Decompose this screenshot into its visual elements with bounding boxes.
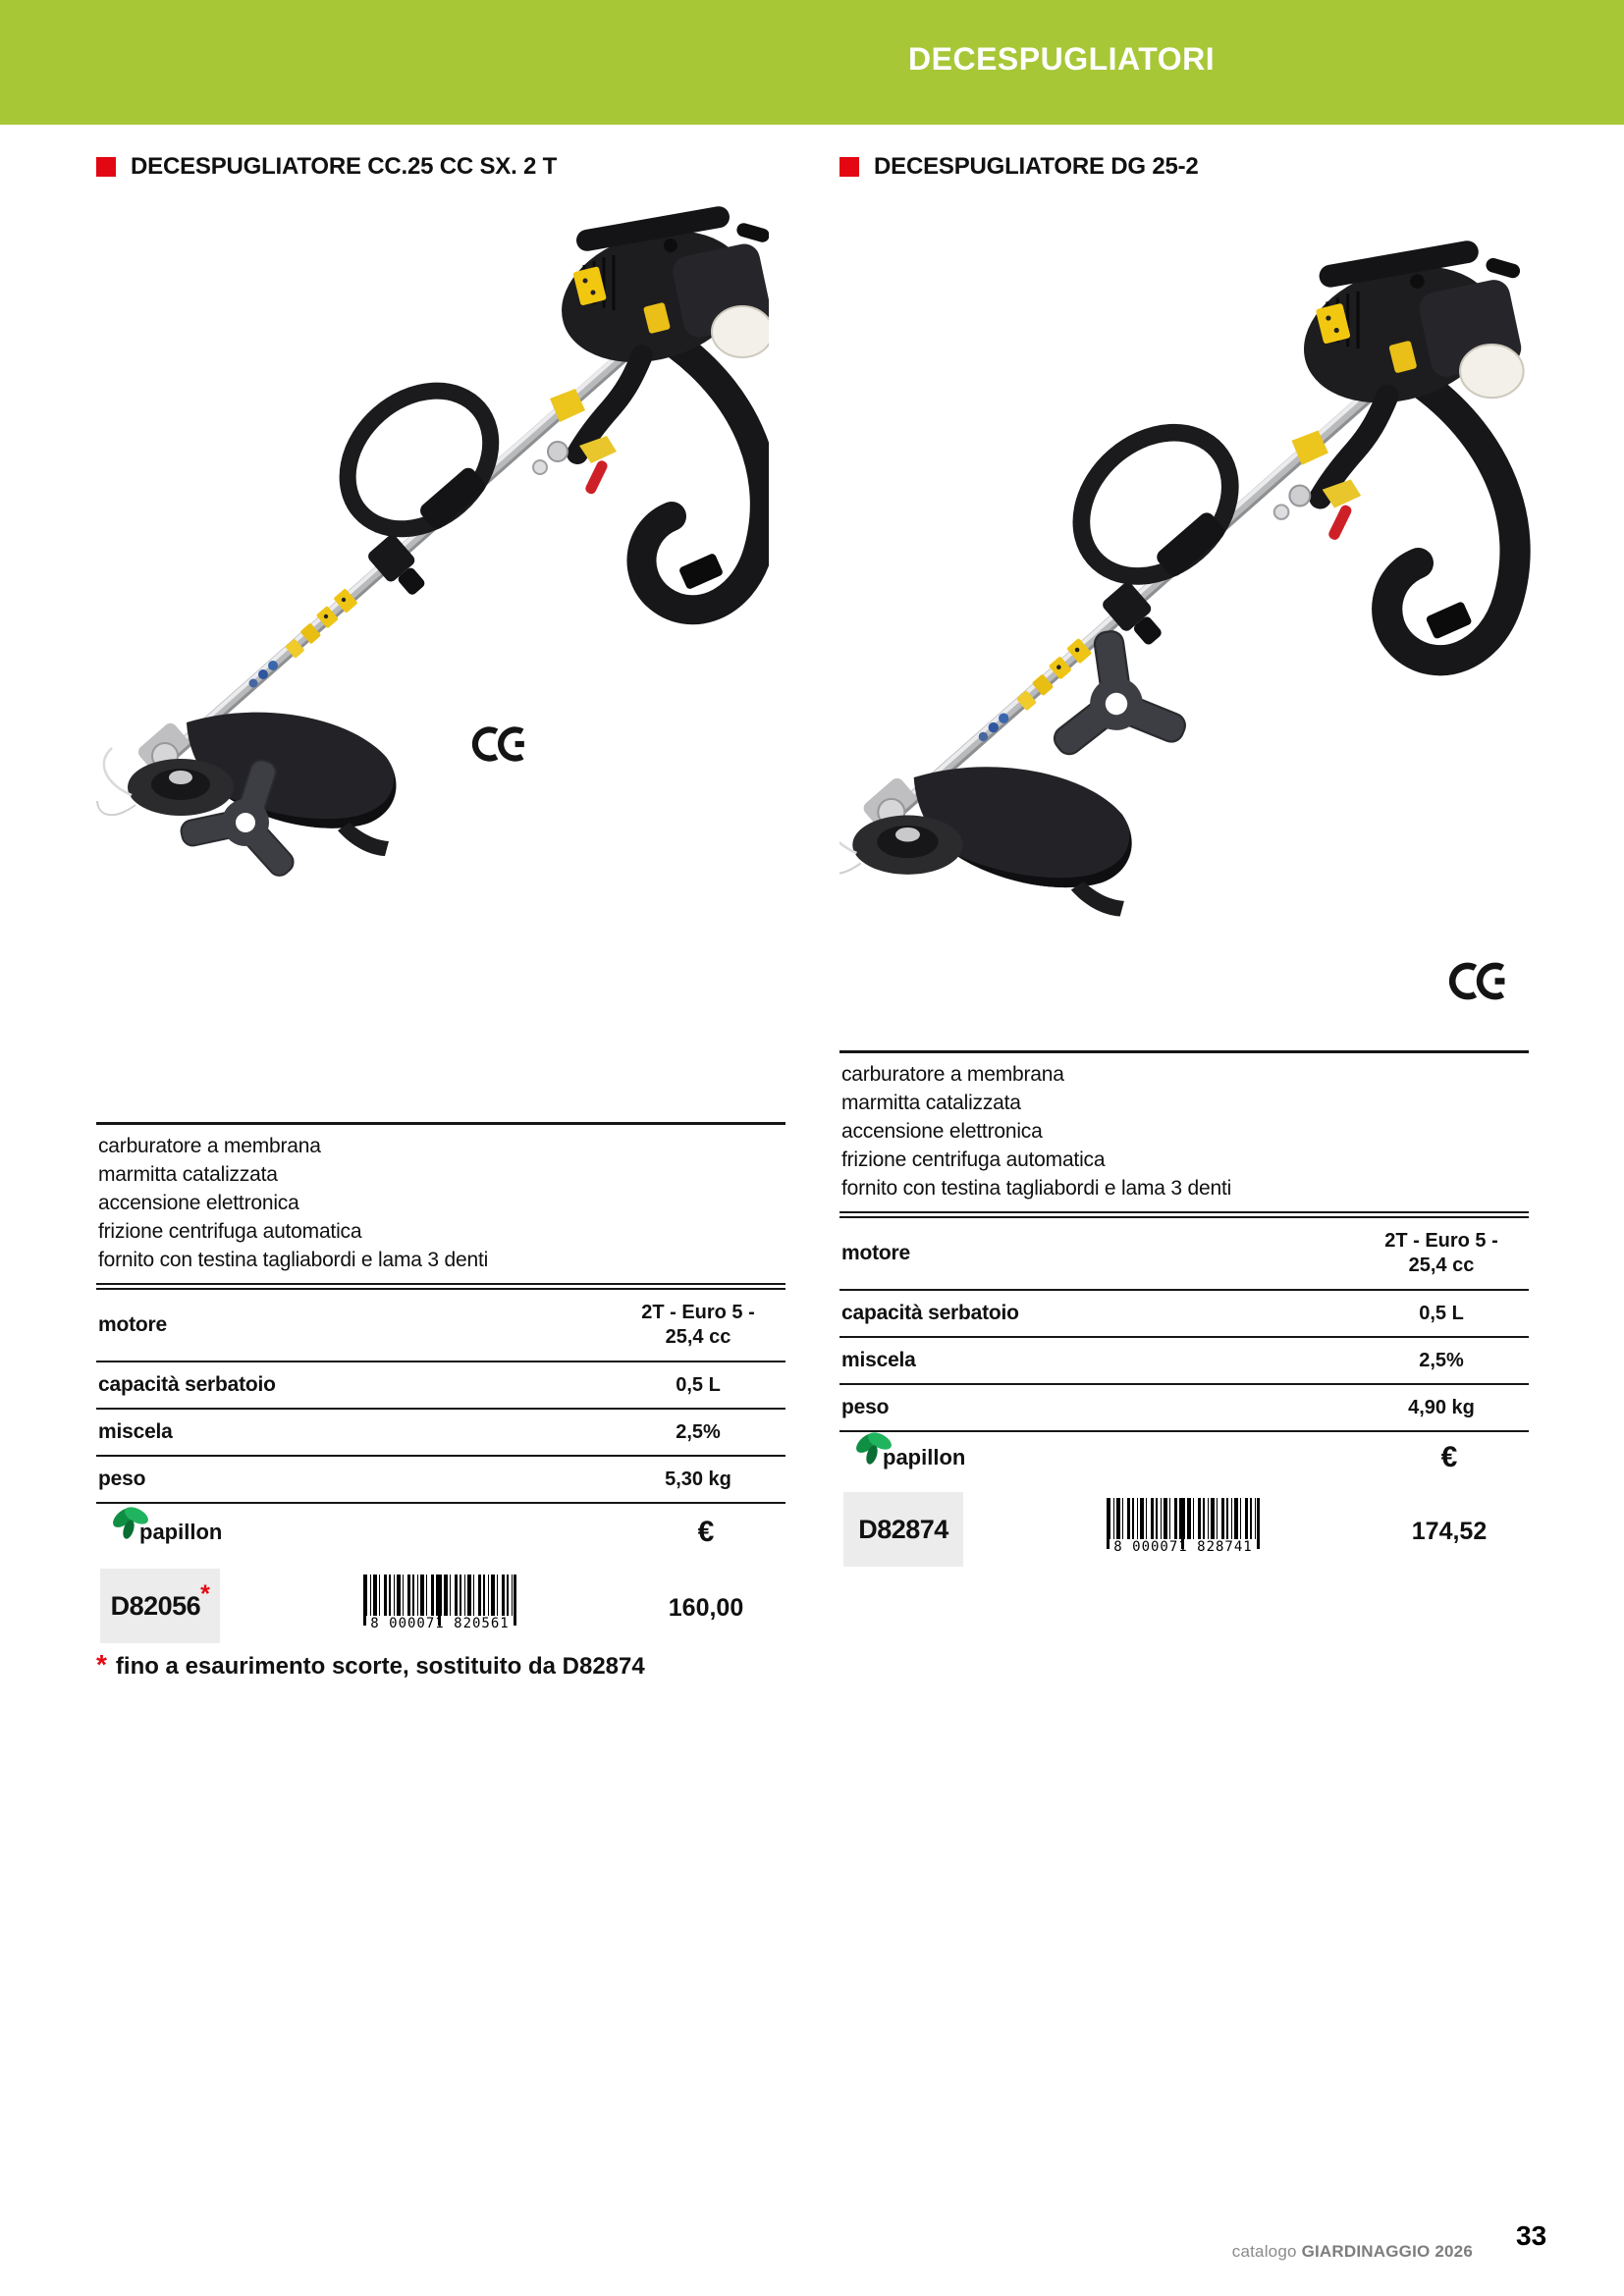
brushcutter-illustration [839, 201, 1532, 1050]
red-square-bullet-icon [839, 157, 859, 177]
product-card-right [839, 0, 1529, 2160]
spec-value: 0,5 L [676, 1373, 721, 1396]
spec-label: capacità serbatoio [841, 1302, 1019, 1324]
brand-name: papillon [883, 1445, 965, 1469]
product-title: DECESPUGLIATORE CC.25 CC SX. 2 T [131, 153, 558, 180]
spec-row-serbatoio [96, 1362, 785, 1410]
product-title-row [96, 153, 557, 181]
papillon-logo [847, 1431, 965, 1480]
footer-catalog-name: GIARDINAGGIO [1301, 2242, 1431, 2261]
currency-symbol: € [1440, 1441, 1458, 1473]
spec-value-line: 2T - Euro 5 - [1384, 1230, 1498, 1252]
feature-item: marmitta catalizzata [98, 1163, 278, 1186]
brand-name: papillon [139, 1520, 222, 1544]
spec-value-line: 25,4 cc [1408, 1255, 1475, 1276]
spec-value: 2,5% [676, 1420, 721, 1443]
footnote [96, 1649, 645, 1681]
product-info-block [839, 1050, 1529, 1432]
brand-row [96, 1506, 785, 1561]
feature-item: frizione centrifuga automatica [98, 1220, 362, 1243]
feature-list [96, 1125, 785, 1283]
footer-catalog-label: catalogo [1231, 2242, 1297, 2261]
feature-item: carburatore a membrana [841, 1063, 1064, 1086]
product-title-row [839, 153, 1199, 181]
product-code-box [843, 1492, 963, 1567]
spec-value [1354, 1229, 1529, 1278]
footnote-asterisk: * [96, 1649, 107, 1680]
footer-catalog-year: 2026 [1435, 2242, 1473, 2261]
spec-value: 0,5 L [1419, 1302, 1464, 1324]
product-card-left [96, 0, 785, 2160]
double-divider [96, 1283, 785, 1290]
spec-row-serbatoio [839, 1291, 1529, 1338]
spec-label: peso [98, 1468, 146, 1490]
product-photo [96, 206, 769, 893]
spec-value: 5,30 kg [665, 1468, 731, 1490]
spec-label: capacità serbatoio [98, 1373, 276, 1396]
product-code: D82874 [858, 1514, 948, 1544]
spec-value [611, 1301, 785, 1350]
double-divider [839, 1211, 1529, 1218]
spec-label: motore [841, 1242, 910, 1264]
barcode [1103, 1498, 1264, 1559]
footer-catalog-text [1159, 2242, 1473, 2262]
code-row [839, 1492, 1529, 1580]
barcode-digits: 8 000071 820561 [370, 1616, 510, 1631]
feature-item: fornito con testina tagliabordi e lama 3 denti [98, 1249, 489, 1271]
papillon-logo [104, 1506, 222, 1555]
feature-item: accensione elettronica [98, 1192, 299, 1214]
spec-row-motore [839, 1218, 1529, 1291]
feature-list [839, 1053, 1529, 1211]
feature-item: marmitta catalizzata [841, 1092, 1021, 1114]
feature-item: fornito con testina tagliabordi e lama 3 denti [841, 1177, 1232, 1200]
spec-label: miscela [841, 1349, 916, 1371]
product-info-block [96, 1122, 785, 1504]
spec-row-motore [96, 1290, 785, 1362]
page-title: DECESPUGLIATORI [908, 41, 1216, 77]
product-code-box [100, 1569, 220, 1643]
feature-item: carburatore a membrana [98, 1135, 321, 1157]
feature-item: frizione centrifuga automatica [841, 1148, 1106, 1171]
barcode [359, 1575, 520, 1635]
feature-item: accensione elettronica [841, 1120, 1043, 1143]
spec-value: 4,90 kg [1408, 1396, 1475, 1418]
price-value: 174,52 [1411, 1518, 1488, 1545]
barcode-digits: 8 000071 828741 [1113, 1539, 1253, 1555]
red-square-bullet-icon [96, 157, 116, 177]
spec-value-line: 25,4 cc [665, 1326, 731, 1348]
currency-symbol: € [697, 1516, 715, 1548]
spec-value-line: 2T - Euro 5 - [641, 1302, 755, 1323]
product-code: D82056 [110, 1590, 201, 1621]
ce-mark-icon [1448, 956, 1511, 1006]
page-number: 33 [1516, 2220, 1547, 2251]
spec-row-peso [96, 1457, 785, 1504]
brushcutter-illustration [96, 206, 769, 893]
spec-label: peso [841, 1396, 890, 1418]
price-value: 160,00 [668, 1594, 744, 1622]
code-row [96, 1569, 785, 1657]
spec-row-miscela [839, 1338, 1529, 1385]
spec-value: 2,5% [1419, 1349, 1464, 1371]
spec-row-peso [839, 1385, 1529, 1432]
product-photo [839, 201, 1532, 1050]
spec-label: motore [98, 1313, 167, 1336]
product-title: DECESPUGLIATORE DG 25-2 [874, 153, 1199, 180]
spec-row-miscela [96, 1410, 785, 1457]
ce-mark-icon [471, 721, 530, 768]
footnote-text: fino a esaurimento scorte, sostituito da D82874 [115, 1653, 645, 1680]
code-asterisk: * [200, 1580, 210, 1608]
brand-row [839, 1431, 1529, 1486]
spec-label: miscela [98, 1420, 173, 1443]
